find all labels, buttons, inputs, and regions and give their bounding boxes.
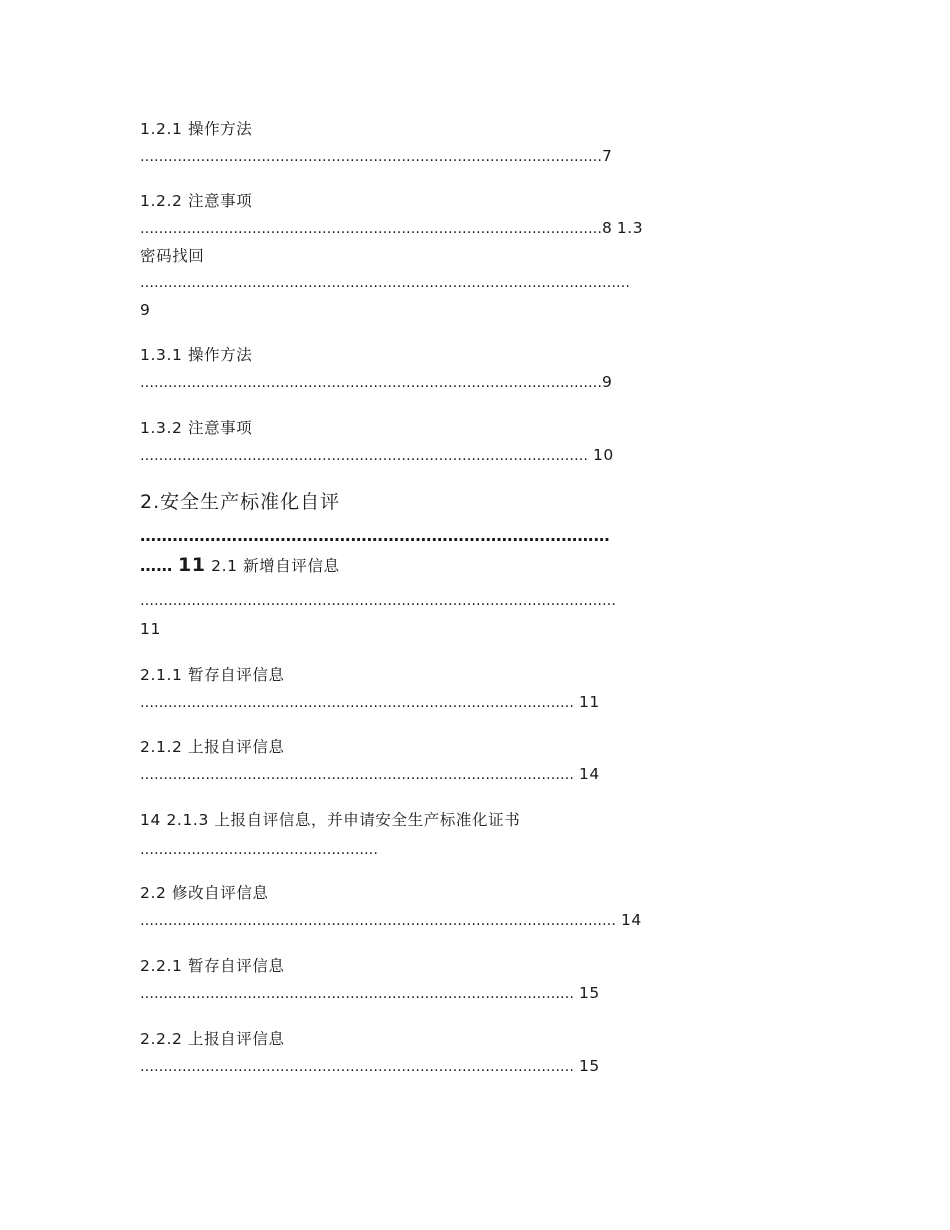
toc-leader-2-1: ………………………………………………………………………………………… — [140, 593, 616, 609]
toc-dots: …… — [140, 556, 173, 575]
toc-dots: ………………………………………………………………………………… — [140, 986, 574, 1002]
toc-page-number: 7 — [602, 147, 612, 165]
toc-page-number: 14 — [578, 765, 600, 783]
toc-title-1-2-2[interactable]: 1.2.2 注意事项 — [140, 192, 253, 210]
toc-title-2-2-1[interactable]: 2.2.1 暂存自评信息 — [140, 957, 285, 975]
toc-leader-1-3-1 — [140, 372, 612, 393]
toc-title-2-2[interactable]: 2.2 修改自评信息 — [140, 884, 269, 902]
toc-title-1-3-1[interactable]: 1.3.1 操作方法 — [140, 346, 253, 364]
toc-leader-2-2-1 — [140, 983, 600, 1004]
toc-title-2-2-2[interactable]: 2.2.2 上报自评信息 — [140, 1030, 285, 1048]
toc-page-number: 10 — [592, 446, 614, 464]
toc-dots: ……………………………………………………………………………………… — [140, 149, 602, 165]
toc-dots: ………………………………………………………………………………… — [140, 695, 574, 711]
toc-page-number: 14 — [620, 911, 642, 929]
toc-title-2-1-2[interactable]: 2.1.2 上报自评信息 — [140, 738, 285, 756]
toc-row-2-1-3 — [140, 810, 520, 830]
toc-page-number: 9 — [602, 373, 612, 391]
toc-dots: ………………………………………………………………………………… — [140, 767, 574, 783]
toc-page-number: 15 — [578, 1057, 600, 1075]
toc-leader-2-1-2 — [140, 764, 600, 785]
toc-dots: ………………………………………………………………………………………… — [140, 913, 616, 929]
toc-page-2-1: 11 — [140, 620, 161, 638]
toc-leader-1-2-2 — [140, 218, 643, 239]
toc-page-number: 15 — [578, 984, 600, 1002]
toc-page-1-3: 9 — [140, 301, 151, 319]
toc-leader-1-2-1 — [140, 146, 612, 167]
toc-page-number: 8 — [602, 219, 612, 237]
toc-title-2-1-1[interactable]: 2.1.1 暂存自评信息 — [140, 666, 285, 684]
toc-title-1-3[interactable]: 密码找回 — [140, 247, 205, 265]
toc-leader-2-2-2 — [140, 1056, 600, 1077]
toc-page-number: 11 — [177, 554, 206, 576]
toc-title-1-2-1[interactable]: 1.2.1 操作方法 — [140, 120, 253, 138]
toc-dots: ………………………………………………………………………………… — [140, 1059, 574, 1075]
toc-dots: ……………………………………………………………………………………… — [140, 221, 602, 237]
toc-leader-1-3: …………………………………………………………………………………………… — [140, 275, 630, 291]
toc-dots: ……………………………………………………………………………………… — [140, 375, 602, 391]
toc-title-2-1[interactable]: 2.1 新增自评信息 — [211, 557, 340, 575]
toc-leader-2-1-1 — [140, 692, 600, 713]
toc-chapter-2[interactable]: 2.安全生产标准化自评 — [140, 491, 341, 513]
toc-leader-2-2 — [140, 910, 642, 931]
toc-leader-1-3-2 — [140, 445, 614, 466]
toc-leader-2: …………………………………………………………………………… — [140, 526, 610, 545]
toc-row-2-1 — [140, 555, 340, 576]
toc-title-1-3-2[interactable]: 1.3.2 注意事项 — [140, 419, 253, 437]
toc-title-2-1-3[interactable]: 2.1.3 上报自评信息，并申请安全生产标准化证书 — [166, 811, 521, 829]
toc-next-section-number: 1.3 — [616, 219, 644, 237]
toc-page-number: 11 — [578, 693, 600, 711]
toc-dots: …………………………………………………………………………………… — [140, 448, 588, 464]
toc-page-number: 14 — [140, 811, 161, 829]
toc-leader-2-1-3: …………………………………………… — [140, 842, 378, 858]
